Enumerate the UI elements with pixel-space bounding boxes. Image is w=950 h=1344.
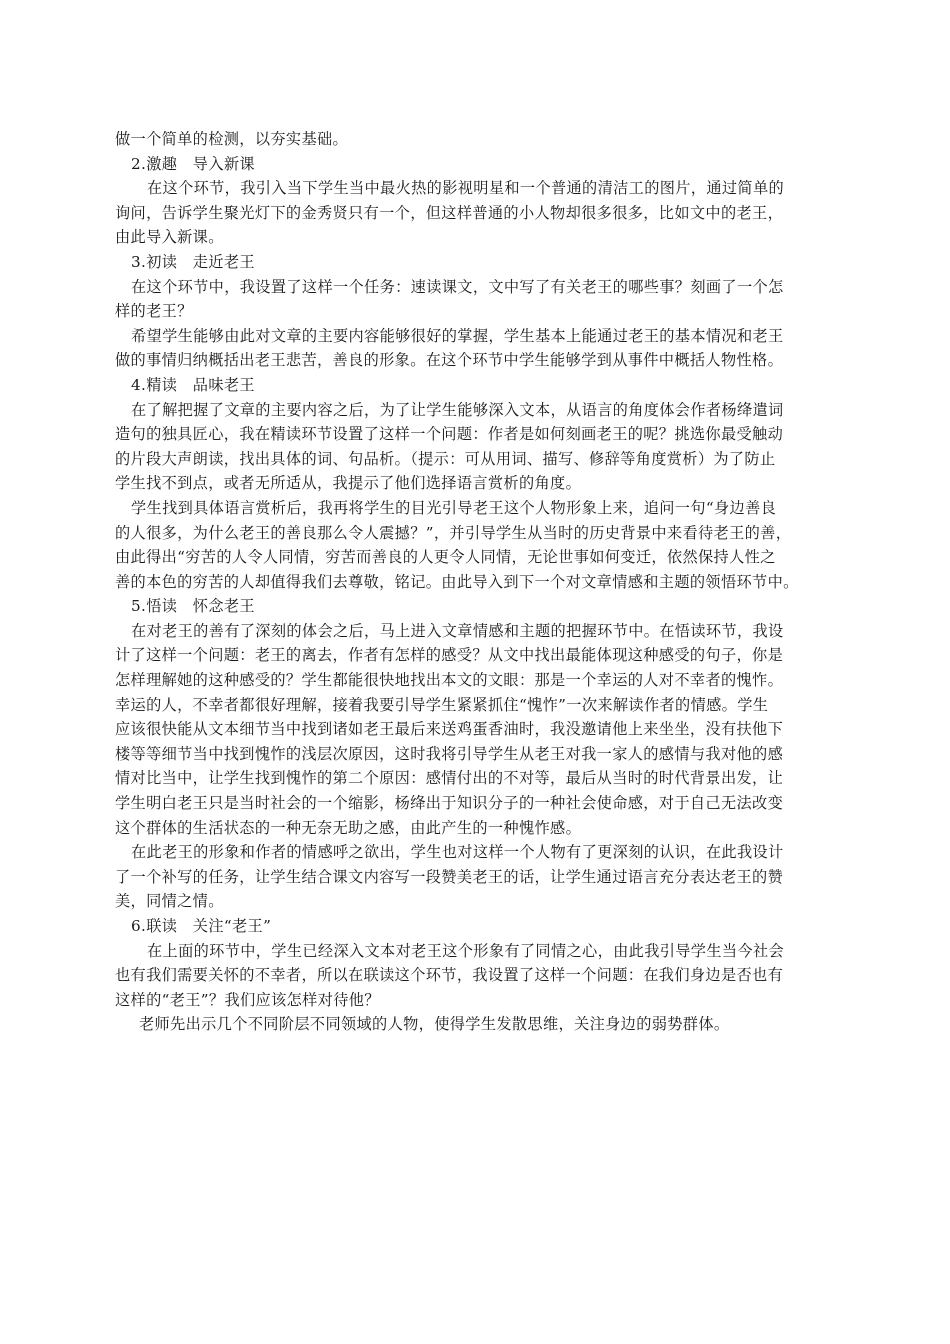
document-body — [115, 127, 842, 1037]
text-line: 在这个环节中，我设置了这样一个任务：速读课文，文中写了有关老王的哪些事？刻画了一个怎 — [131, 277, 784, 296]
text-line: 5.悟读 怀念老王 — [131, 597, 255, 616]
text-line: 这个群体的生活状态的一种无奈无助之感，由此产生的一种愧怍感。 — [115, 818, 582, 837]
text-line: 在上面的环节中，学生已经深入文本对老王这个形象有了同情之心，由此我引导学生当今社会 — [147, 941, 785, 960]
text-line: 在此老王的形象和作者的情感呼之欲出，学生也对这样一个人物有了更深刻的认识，在此我设计 — [131, 843, 784, 862]
text-line: 3.初读 走近老王 — [131, 252, 255, 271]
text-line: 由此导入新课。 — [115, 228, 224, 247]
text-line: 应该很快能从文本细节当中找到诸如老王最后来送鸡蛋香油时，我没邀请他上来坐坐，没有扶他下 — [115, 720, 784, 739]
text-line: 美，同情之情。 — [115, 892, 224, 911]
text-line: 学生找到具体语言赏析后，我再将学生的目光引导老王这个人物形象上来，追问一句“身边善良 — [131, 498, 777, 517]
text-line: 在了解把握了文章的主要内容之后，为了让学生能够深入文本，从语言的角度体会作者杨绛遣词 — [131, 400, 784, 419]
text-line: 怎样理解她的这种感受的？学生都能很快地找出本文的文眼：那是一个幸运的人对不幸者的愧怍。 — [115, 671, 784, 690]
text-line: 做一个简单的检测，以夯实基础。 — [115, 130, 349, 148]
text-line: 2.激趣 导入新课 — [131, 154, 255, 173]
text-line: 了一个补写的任务，让学生结合课文内容写一段赞美老王的话，让学生通过语言充分表达老王的赞 — [115, 867, 784, 886]
text-line: 在对老王的善有了深刻的体会之后，马上进入文章情感和主题的把握环节中。在悟读环节，我设 — [131, 621, 784, 640]
text-line: 老师先出示几个不同阶层不同领域的人物，使得学生发散思维，关注身边的弱势群体。 — [139, 1015, 730, 1034]
text-line: 也有我们需要关怀的不幸者，所以在联读这个环节，我设置了这样一个问题：在我们身边是否也有 — [115, 966, 784, 985]
text-line: 幸运的人，不幸者都很好理解，接着我要引导学生紧紧抓住“愧怍”一次来解读作者的情感。学生 — [115, 695, 769, 714]
text-line: 的人很多，为什么老王的善良那么令人震撼？”，并引导学生从当时的历史背景中来看待老王的善， — [115, 523, 792, 542]
text-line: 善的本色的穷苦的人却值得我们去尊敬，铭记。由此导入到下一个对文章情感和主题的领悟环节中。 — [115, 572, 799, 591]
text-line: 在这个环节，我引入当下学生当中最火热的影视明星和一个普通的清洁工的图片，通过简单的 — [147, 179, 785, 198]
text-line: 造句的独具匠心，我在精读环节设置了这样一个问题：作者是如何刻画老王的呢？挑选你最受触动 — [115, 425, 784, 444]
text-line: 学生找不到点，或者无所适从，我提示了他们选择语言赏析的角度。 — [115, 474, 582, 493]
text-line: 做的事情归纳概括出老王悲苦，善良的形象。在这个环节中学生能够学到从事件中概括人物性格。 — [115, 351, 784, 370]
text-line: 4.精读 品味老王 — [131, 375, 255, 394]
text-line: 计了这样一个问题：老王的离去，作者有怎样的感受？从文中找出最能体现这种感受的句子，你是 — [115, 646, 784, 665]
text-line: 情对比当中，让学生找到愧怍的第二个原因：感情付出的不对等，最后从当时的时代背景出发，让 — [115, 769, 784, 788]
text-line: 6.联读 关注“老王” — [131, 917, 272, 935]
text-line: 这样的“老王”？我们应该怎样对待他？ — [115, 990, 380, 1009]
text-line: 希望学生能够由此对文章的主要内容能够很好的掌握，学生基本上能通过老王的基本情况和老王 — [131, 326, 784, 345]
text-line: 学生明白老王只是当时社会的一个缩影，杨绛出于知识分子的一种社会使命感，对于自己无法改变 — [115, 794, 784, 813]
text-line: 楼等等细节当中找到愧怍的浅层次原因，这时我将引导学生从老王对我一家人的感情与我对他的感 — [115, 744, 784, 763]
text-line: 由此得出“穷苦的人令人同情，穷苦而善良的人更令人同情，无论世事如何变迁，依然保持人性之 — [115, 548, 776, 567]
text-line: 询问，告诉学生聚光灯下的金秀贤只有一个，但这样普通的小人物却很多很多，比如文中的老王， — [115, 203, 784, 222]
text-line: 样的老王？ — [115, 302, 193, 321]
text-line: 的片段大声朗读，找出具体的词、句品析。（提示：可从用词、描写、修辞等角度赏析）为了防止 — [115, 449, 776, 468]
